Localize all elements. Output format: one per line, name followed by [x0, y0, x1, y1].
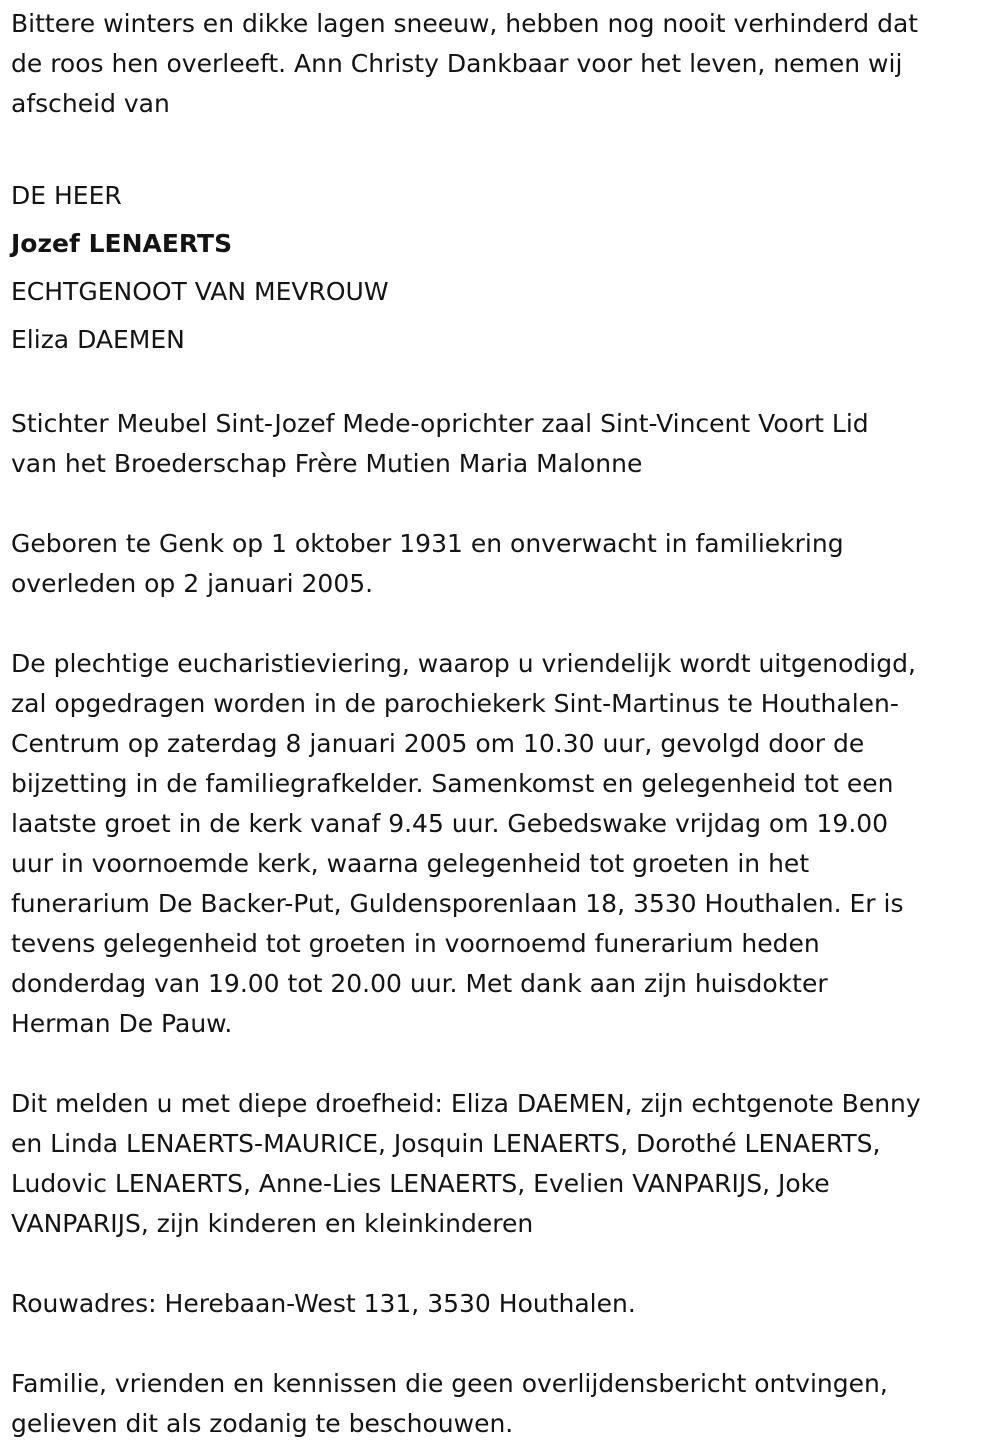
deceased-name: Jozef LENAERTS — [11, 229, 233, 258]
title-prefix: DE HEER — [11, 181, 122, 210]
closing-paragraph: Familie, vrienden en kennissen die geen overlijdensbericht ontvingen, gelieven dit als zodanig te beschouwen. — [11, 1369, 888, 1438]
spacer — [11, 1244, 990, 1284]
spacer — [11, 164, 990, 172]
ceremony-paragraph: De plechtige eucharistieviering, waarop u vriendelijk wordt uitgenodigd, zal opgedragen worden in de parochiekerk Sint-Martinus te Houthalen- Centrum op zaterdag 8 januari 2005 om 10.30 uur, gevolgd door de bijzetting in de familiegrafkelder. Samenkomst en gelegenheid tot een laatste groet in de kerk vanaf 9.45 uur. Gebedswake vrijdag om 19.00 uur in voornoemde kerk, waarna gelegenheid tot groeten in het funerarium De Backer-Put, Guldensporenlaan 18, 3530 Houthalen. Er is tevens gelegenheid tot groeten in voornoemd funerarium heden donderdag van 19.00 tot 20.00 uur. Met dank aan zijn huisdokter Herman De Pauw. — [11, 649, 916, 1038]
spouse-prefix: ECHTGENOOT VAN MEVROUW — [11, 277, 389, 306]
family-paragraph: Dit melden u met diepe droefheid: Eliza DAEMEN, zijn echtgenote Benny en Linda LENAERTS-MAURICE, Josquin LENAERTS, Dorothé LENAERTS, Ludovic LENAERTS, Anne-Lies LENAERTS, Evelien VANPARIJS, Joke VANPARIJS, zijn kinderen en kleinkinderen — [11, 1089, 921, 1238]
birth-death-paragraph: Geboren te Genk op 1 oktober 1931 en onverwacht in familiekring overleden op 2 januari 2005. — [11, 529, 844, 598]
spacer — [11, 1324, 990, 1364]
intro-paragraph: Bittere winters en dikke lagen sneeuw, hebben nog nooit verhinderd dat de roos hen overleeft. Ann Christy Dankbaar voor het leven, nemen wij afscheid van — [11, 9, 919, 118]
spacer — [11, 124, 990, 164]
spacer — [11, 484, 990, 524]
roles-paragraph: Stichter Meubel Sint-Jozef Mede-oprichter zaal Sint-Vincent Voort Lid van het Broederschap Frère Mutien Maria Malonne — [11, 409, 869, 478]
spacer — [11, 1044, 990, 1084]
spacer — [11, 604, 990, 644]
spacer — [11, 364, 990, 404]
address-paragraph: Rouwadres: Herebaan-West 131, 3530 Houthalen. — [11, 1289, 636, 1318]
spouse-name: Eliza DAEMEN — [11, 325, 185, 354]
